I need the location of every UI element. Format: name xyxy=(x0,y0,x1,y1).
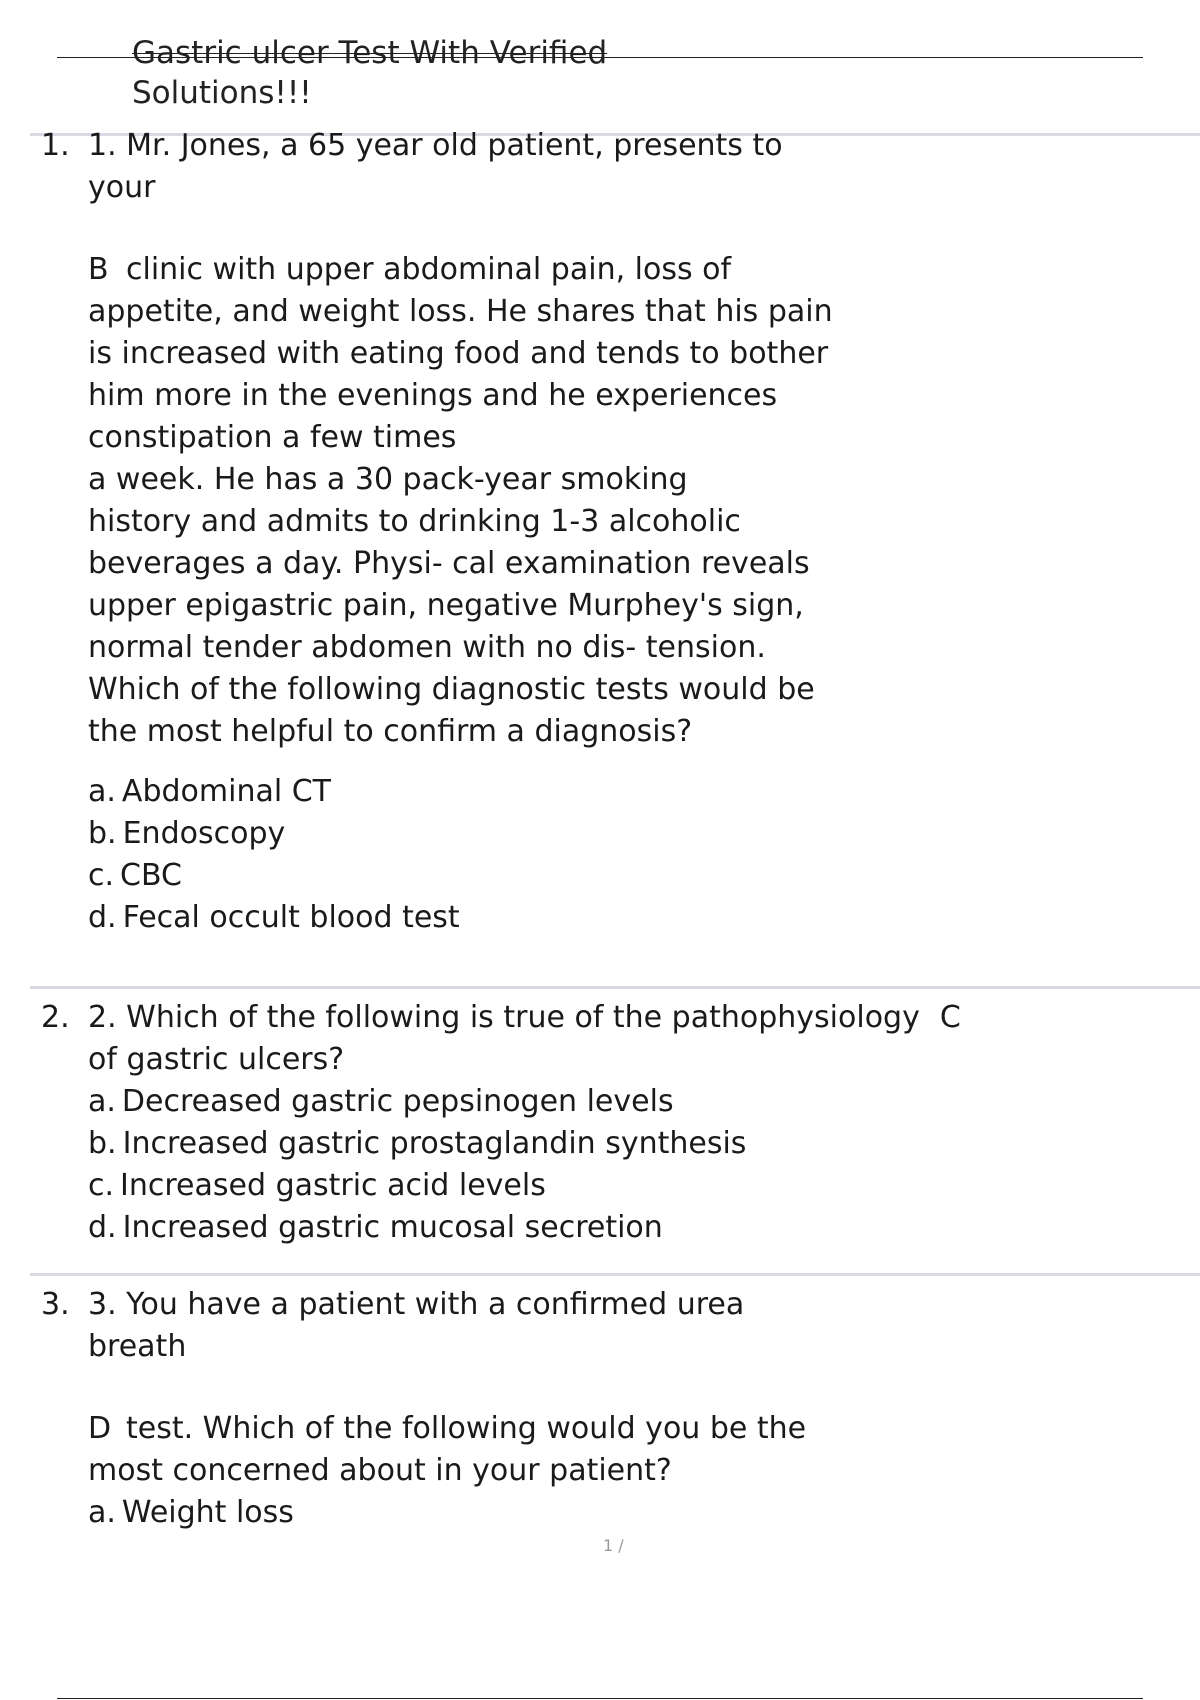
question-2-line: 2. Which of the following is true of the pathophysiology xyxy=(88,1000,920,1035)
document-title xyxy=(132,33,607,113)
question-1-answer: B xyxy=(88,252,109,287)
option-a: a. Decreased gastric pepsinogen levels xyxy=(88,1084,674,1119)
question-1-line: clinic with upper abdominal pain, loss of xyxy=(126,252,732,287)
option-d: d. Fecal occult blood test xyxy=(88,900,460,935)
question-3-options xyxy=(88,1492,806,1534)
title-line-2: Solutions!!! xyxy=(132,75,312,111)
question-3-line: breath xyxy=(88,1329,187,1364)
question-1-line: appetite, and weight loss. He shares that his pain xyxy=(88,294,833,329)
title-line-1: Gastric ulcer Test With Verified xyxy=(132,35,608,71)
option-d: d. Increased gastric mucosal secretion xyxy=(88,1210,663,1245)
question-1-line: your xyxy=(88,170,156,205)
question-3 xyxy=(88,1284,806,1534)
question-3-line: 3. You have a patient with a confirmed urea xyxy=(88,1287,745,1322)
question-1-line: beverages a day. Physi- cal examination reveals xyxy=(88,546,810,581)
question-1-line: upper epigastric pain, negative Murphey's sign, xyxy=(88,588,804,623)
bottom-rule xyxy=(57,1698,1143,1699)
option-c: c. CBC xyxy=(88,858,182,893)
question-1-line: constipation a few times xyxy=(88,420,457,455)
divider xyxy=(30,986,1200,989)
question-2-line: of gastric ulcers? xyxy=(88,1042,345,1077)
option-b: b. Endoscopy xyxy=(88,816,286,851)
question-2-options xyxy=(88,1081,961,1249)
question-2-answer: C xyxy=(939,1000,961,1035)
question-1-line: the most helpful to confirm a diagnosis? xyxy=(88,714,693,749)
question-3-line: most concerned about in your patient? xyxy=(88,1453,672,1488)
question-1-line: Which of the following diagnostic tests would be xyxy=(88,672,815,707)
question-1 xyxy=(88,125,833,939)
question-1-line: a week. He has a 30 pack-year smoking xyxy=(88,462,688,497)
question-1-line: is increased with eating food and tends to bother xyxy=(88,336,829,371)
option-a: a. Abdominal CT xyxy=(88,774,331,809)
question-1-line: normal tender abdomen with no dis- tension. xyxy=(88,630,766,665)
question-1-options xyxy=(88,771,833,939)
question-3-number: 3. xyxy=(41,1287,70,1322)
option-b: b. Increased gastric prostaglandin synthesis xyxy=(88,1126,747,1161)
question-1-line: 1. Mr. Jones, a 65 year old patient, presents to xyxy=(88,128,783,163)
option-c: c. Increased gastric acid levels xyxy=(88,1168,546,1203)
question-2-number: 2. xyxy=(41,1000,70,1035)
question-3-line: test. Which of the following would you be the xyxy=(126,1411,807,1446)
divider xyxy=(30,1273,1200,1276)
question-1-number: 1. xyxy=(41,128,70,163)
question-1-line: him more in the evenings and he experiences xyxy=(88,378,778,413)
question-2 xyxy=(88,997,961,1249)
question-3-answer: D xyxy=(88,1411,112,1446)
option-a: a. Weight loss xyxy=(88,1495,294,1530)
question-1-line: history and admits to drinking 1-3 alcoholic xyxy=(88,504,741,539)
page-number: 1 / xyxy=(603,1536,624,1555)
